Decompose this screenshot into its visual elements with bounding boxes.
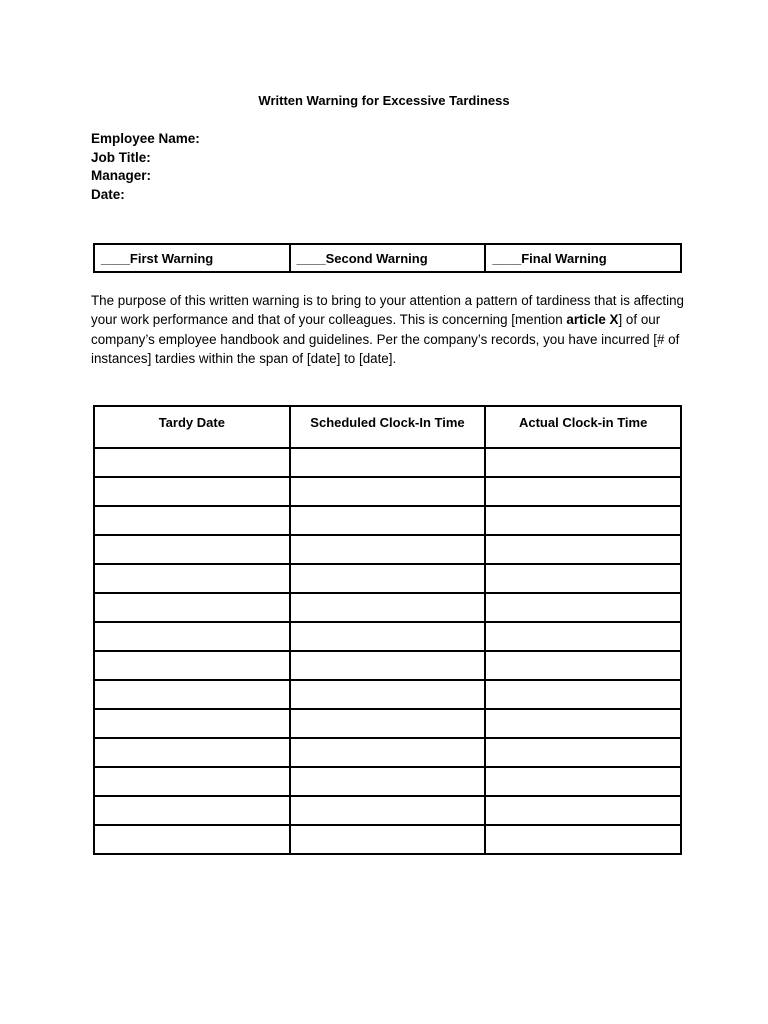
tardy-date-header: Tardy Date xyxy=(94,406,290,448)
table-cell xyxy=(94,506,290,535)
table-cell xyxy=(94,593,290,622)
table-cell xyxy=(290,767,486,796)
table-cell xyxy=(94,825,290,854)
table-row xyxy=(94,622,681,651)
table-row xyxy=(94,767,681,796)
table-row xyxy=(94,477,681,506)
table-cell xyxy=(290,477,486,506)
table-cell xyxy=(485,738,681,767)
tardy-log-header-row xyxy=(94,406,681,448)
table-row xyxy=(94,680,681,709)
table-cell xyxy=(485,709,681,738)
table-cell xyxy=(94,680,290,709)
table-cell xyxy=(290,709,486,738)
table-cell xyxy=(290,593,486,622)
table-cell xyxy=(485,448,681,477)
table-cell xyxy=(290,796,486,825)
employee-name-label: Employee Name: xyxy=(91,131,200,146)
table-row xyxy=(94,796,681,825)
warning-paragraph xyxy=(91,291,691,368)
first-warning-blank: ____ xyxy=(101,250,130,266)
date-label: Date: xyxy=(91,187,125,203)
table-cell xyxy=(290,738,486,767)
table-cell xyxy=(94,622,290,651)
final-warning-blank: ____ xyxy=(492,250,522,266)
table-cell xyxy=(94,767,290,796)
paragraph-text-1: The purpose of this written warning is to bring to your attention a pattern of tardiness that is affecting your work performance and that of your colleagues. This is concerning [mention xyxy=(91,293,684,328)
actual-clock-in-header: Actual Clock-in Time xyxy=(485,406,681,448)
final-warning-label: Final Warning xyxy=(521,250,607,266)
table-cell xyxy=(485,535,681,564)
table-cell xyxy=(485,680,681,709)
table-cell xyxy=(94,564,290,593)
scheduled-clock-in-header: Scheduled Clock-In Time xyxy=(290,406,486,448)
table-cell xyxy=(290,651,486,680)
tardy-log-body xyxy=(94,448,681,854)
second-warning-label: Second Warning xyxy=(325,250,428,266)
table-cell xyxy=(94,535,290,564)
paragraph-bold-text: article X xyxy=(566,312,619,328)
second-warning-blank: ____ xyxy=(296,250,326,266)
table-row xyxy=(94,825,681,854)
table-row xyxy=(94,535,681,564)
final-warning-cell xyxy=(485,244,681,272)
table-cell xyxy=(485,796,681,825)
table-cell xyxy=(485,622,681,651)
table-cell xyxy=(290,448,486,477)
table-row xyxy=(94,738,681,767)
table-cell xyxy=(94,448,290,477)
table-row xyxy=(94,448,681,477)
employee-info-fields xyxy=(91,130,200,205)
table-row xyxy=(94,651,681,680)
first-warning-cell xyxy=(94,244,290,272)
table-cell xyxy=(94,477,290,506)
table-cell xyxy=(290,680,486,709)
table-cell xyxy=(485,651,681,680)
table-cell xyxy=(290,622,486,651)
document-title: Written Warning for Excessive Tardiness xyxy=(258,93,510,108)
table-row xyxy=(94,506,681,535)
table-cell xyxy=(485,767,681,796)
table-cell xyxy=(485,506,681,535)
table-cell xyxy=(94,738,290,767)
table-row xyxy=(94,593,681,622)
table-cell xyxy=(290,535,486,564)
paragraph-text-2: ] of our company’s employee handbook and guidelines. Per the company’s records, you have incurred [# of instances] tardies within the span of [date] to [date]. xyxy=(91,312,680,366)
table-row xyxy=(94,564,681,593)
table-cell xyxy=(485,564,681,593)
table-cell xyxy=(290,564,486,593)
table-cell xyxy=(290,506,486,535)
job-title-label: Job Title: xyxy=(91,149,151,165)
tardy-log-table xyxy=(93,405,682,855)
table-cell xyxy=(485,593,681,622)
warning-level-table xyxy=(93,243,682,273)
table-cell xyxy=(94,796,290,825)
table-cell xyxy=(290,825,486,854)
second-warning-cell xyxy=(290,244,486,272)
manager-label: Manager: xyxy=(91,168,152,184)
table-cell xyxy=(94,651,290,680)
table-cell xyxy=(94,709,290,738)
table-cell xyxy=(485,477,681,506)
first-warning-label: First Warning xyxy=(129,250,214,266)
table-row xyxy=(94,709,681,738)
table-cell xyxy=(485,825,681,854)
